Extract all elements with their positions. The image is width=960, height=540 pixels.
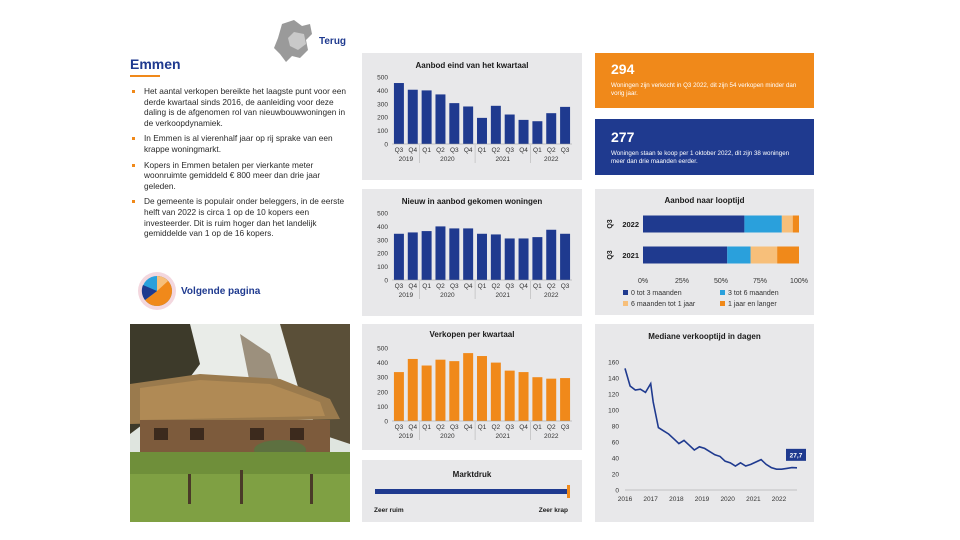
- y-tick-label: 400: [377, 360, 388, 368]
- y-tick-label: 200: [377, 114, 388, 122]
- year-label: 2019: [398, 292, 414, 299]
- bar: [422, 231, 432, 280]
- x-tick-label: Q3: [394, 147, 404, 154]
- x-tick-label: Q1: [533, 147, 542, 154]
- y-tick-label: 20: [611, 471, 619, 479]
- bar: [394, 83, 404, 144]
- bar: [422, 90, 432, 144]
- region-map-icon[interactable]: [272, 18, 316, 64]
- year-label: 2022: [543, 156, 559, 163]
- x-tick-label: Q2: [491, 283, 501, 290]
- x-tick-label: Q3: [505, 283, 515, 290]
- y-tick-label: 300: [377, 237, 388, 245]
- x-tick-label: 2021: [746, 496, 761, 503]
- stacked-segment: [782, 216, 793, 233]
- gauge-min-label: Zeer ruim: [374, 507, 404, 514]
- x-tick-label: Q1: [477, 147, 487, 154]
- panel-looptijd: [595, 189, 814, 315]
- bar: [532, 237, 542, 280]
- bar: [435, 226, 445, 280]
- bar: [394, 234, 404, 280]
- group-label: Q3: [607, 219, 614, 229]
- x-tick-label: 100%: [790, 278, 808, 285]
- x-tick-label: 75%: [752, 278, 768, 285]
- y-tick-label: 100: [608, 407, 619, 415]
- title-underline: [130, 75, 160, 77]
- x-tick-label: 2019: [694, 496, 710, 503]
- chart-verkopen: [362, 324, 582, 450]
- x-tick-label: 50%: [713, 278, 729, 285]
- bar: [560, 234, 570, 280]
- x-tick-label: Q3: [394, 283, 404, 290]
- x-tick-label: Q2: [491, 424, 501, 431]
- kpi-text: Woningen zijn verkocht in Q3 2022, dit zijn 54 verkopen minder dan vorig jaar.: [611, 82, 797, 97]
- x-tick-label: Q4: [408, 424, 418, 431]
- x-tick-label: Q3: [505, 147, 515, 154]
- y-tick-label: 400: [377, 223, 388, 231]
- bar: [463, 106, 473, 144]
- bar: [449, 103, 459, 144]
- x-tick-label: 0%: [637, 278, 649, 285]
- x-tick-label: Q4: [408, 147, 418, 154]
- stacked-segment: [793, 216, 799, 233]
- bar: [491, 106, 501, 144]
- gauge-max-label: Zeer krap: [538, 507, 568, 514]
- bar: [505, 371, 515, 421]
- next-page-link[interactable]: Volgende pagina: [181, 286, 261, 297]
- next-page-pie-icon[interactable]: [137, 271, 177, 311]
- x-tick-label: Q3: [560, 147, 570, 154]
- x-tick-label: Q1: [422, 283, 431, 290]
- year-label: 2021: [495, 292, 511, 299]
- x-tick-label: Q2: [546, 283, 556, 290]
- x-tick-label: Q1: [533, 424, 542, 431]
- chart-title: Nieuw in aanbod gekomen woningen: [401, 197, 543, 206]
- stacked-segment: [744, 216, 781, 233]
- x-tick-label: Q3: [505, 424, 515, 431]
- y-tick-label: 500: [377, 210, 388, 218]
- bar: [477, 118, 487, 144]
- y-tick-label: 0: [615, 487, 619, 495]
- group-label: Q3: [607, 250, 614, 260]
- x-tick-label: 2016: [617, 496, 633, 503]
- x-tick-label: Q3: [449, 424, 459, 431]
- summary-item: De gemeente is populair onder beleggers, in de eerste helft van 2022 is circa 1 op de 10 kopers een investeerder. Dit is ruim hoger dan het landelijk gemiddelde van 1 op de 16 kopers.: [130, 196, 352, 238]
- y-tick-label: 0: [384, 141, 388, 149]
- x-tick-label: Q4: [463, 424, 473, 431]
- y-tick-label: 500: [377, 74, 388, 82]
- x-tick-label: 2018: [669, 496, 684, 503]
- year-label: 2019: [398, 156, 414, 163]
- bar: [408, 232, 418, 280]
- y-tick-label: 160: [608, 359, 619, 367]
- last-value-label: 27,7: [789, 452, 803, 460]
- bar: [435, 94, 445, 144]
- y-tick-label: 200: [377, 250, 388, 258]
- year-label: 2019: [398, 433, 414, 440]
- bar: [560, 378, 570, 421]
- panel-marktdruk: [362, 460, 582, 522]
- bar: [546, 230, 556, 280]
- stacked-segment: [727, 247, 750, 264]
- stacked-segment: [643, 247, 727, 264]
- x-tick-label: Q2: [436, 424, 445, 431]
- bar: [505, 115, 515, 144]
- x-tick-label: Q2: [436, 147, 445, 154]
- y-tick-label: 100: [377, 128, 388, 136]
- chart-title: Marktdruk: [452, 470, 492, 479]
- bar: [463, 228, 473, 280]
- summary-item: In Emmen is al vierenhalf jaar op rij sprake van een krappe woningmarkt.: [130, 133, 352, 154]
- x-tick-label: Q4: [519, 424, 528, 431]
- x-tick-label: Q1: [422, 424, 431, 431]
- chart-title: Mediane verkooptijd in dagen: [648, 332, 761, 341]
- x-tick-label: Q3: [449, 147, 459, 154]
- summary-item: Het aantal verkopen bereikte het laagste punt voor een derde kwartaal sinds 2016, de aanleiding voor deze daling is de afgenomen rol van nieuwbouwwoningen in de verkoopdynamiek.: [130, 86, 352, 128]
- panel-aanbod: [362, 53, 582, 180]
- x-tick-label: Q1: [533, 283, 542, 290]
- bar: [477, 234, 487, 280]
- year-label: 2022: [543, 433, 559, 440]
- bar: [491, 234, 501, 280]
- legend-label: 3 tot 6 maanden: [728, 290, 779, 297]
- chart-nieuw-aanbod: [362, 189, 582, 316]
- panel-verkopen: [362, 324, 582, 450]
- legend-swatch: [720, 290, 725, 295]
- y-tick-label: 140: [608, 375, 619, 383]
- year-label: 2020: [440, 156, 455, 163]
- x-tick-label: 2020: [720, 496, 735, 503]
- year-label: 2021: [495, 156, 511, 163]
- year-label: 2021: [495, 433, 511, 440]
- chart-looptijd: [595, 189, 814, 315]
- x-tick-label: Q4: [519, 147, 528, 154]
- x-tick-label: 25%: [674, 278, 690, 285]
- bar: [449, 228, 459, 280]
- x-tick-label: 2022: [771, 496, 787, 503]
- bar: [546, 113, 556, 144]
- stacked-segment: [643, 216, 744, 233]
- summary-list: [130, 86, 352, 244]
- y-tick-label: 300: [377, 101, 388, 109]
- y-tick-label: 500: [377, 345, 388, 353]
- chart-title: Aanbod naar looptijd: [664, 196, 745, 205]
- page-title: Emmen: [130, 56, 181, 72]
- x-tick-label: 2017: [643, 496, 658, 503]
- bar: [477, 356, 487, 421]
- kpi-value: 294: [611, 61, 635, 77]
- x-tick-label: Q2: [546, 424, 556, 431]
- bar: [519, 372, 529, 421]
- x-tick-label: Q2: [546, 147, 556, 154]
- bar: [435, 360, 445, 421]
- bar: [449, 361, 459, 421]
- kpi-te-koop: [595, 119, 814, 175]
- y-tick-label: 0: [384, 277, 388, 285]
- x-tick-label: Q1: [477, 424, 487, 431]
- bar: [463, 353, 473, 421]
- y-tick-label: 100: [377, 403, 388, 411]
- bar: [546, 379, 556, 421]
- farmhouse-photo: [130, 324, 350, 522]
- x-tick-label: Q3: [449, 283, 459, 290]
- legend-swatch: [720, 301, 725, 306]
- y-tick-label: 200: [377, 389, 388, 397]
- bar: [532, 121, 542, 144]
- kpi-value: 277: [611, 129, 635, 145]
- y-tick-label: 40: [611, 455, 619, 463]
- series-line: [625, 368, 797, 469]
- bar: [505, 238, 515, 280]
- category-label: 2022: [622, 220, 639, 229]
- x-tick-label: Q1: [422, 147, 431, 154]
- bar: [519, 120, 529, 144]
- legend-swatch: [623, 301, 628, 306]
- panel-nieuw-aanbod: [362, 189, 582, 316]
- bar: [560, 107, 570, 144]
- stacked-segment: [751, 247, 778, 264]
- x-tick-label: Q3: [394, 424, 404, 431]
- x-tick-label: Q4: [463, 283, 473, 290]
- x-tick-label: Q4: [463, 147, 473, 154]
- category-label: 2021: [622, 251, 639, 260]
- y-tick-label: 60: [611, 439, 619, 447]
- x-tick-label: Q2: [491, 147, 501, 154]
- kpi-text: Woningen staan te koop per 1 oktober 2022, dit zijn 38 woningen meer dan drie maanden eerder.: [611, 150, 790, 165]
- x-tick-label: Q3: [560, 283, 570, 290]
- legend-swatch: [623, 290, 628, 295]
- y-tick-label: 120: [608, 391, 619, 399]
- legend-label: 0 tot 3 maanden: [631, 290, 682, 297]
- x-tick-label: Q1: [477, 283, 487, 290]
- back-link[interactable]: Terug: [319, 36, 347, 47]
- stacked-segment: [777, 247, 799, 264]
- x-tick-label: Q3: [560, 424, 570, 431]
- bar: [408, 359, 418, 421]
- bar: [532, 377, 542, 421]
- chart-title: Verkopen per kwartaal: [429, 330, 515, 339]
- x-tick-label: Q4: [519, 283, 528, 290]
- gauge-marker: [567, 485, 570, 498]
- bar: [394, 372, 404, 421]
- summary-item: Kopers in Emmen betalen per vierkante meter woonruimte gemiddeld € 800 meer dan drie jaar geleden.: [130, 160, 352, 192]
- x-tick-label: Q4: [408, 283, 418, 290]
- year-label: 2020: [440, 292, 455, 299]
- panel-verkooptijd: [595, 324, 814, 522]
- x-tick-label: Q2: [436, 283, 445, 290]
- bar: [422, 366, 432, 421]
- legend-label: 1 jaar en langer: [728, 301, 777, 308]
- y-tick-label: 80: [611, 423, 619, 431]
- y-tick-label: 300: [377, 374, 388, 382]
- y-tick-label: 0: [384, 418, 388, 426]
- kpi-verkocht: [595, 53, 814, 108]
- chart-title: Aanbod eind van het kwartaal: [415, 61, 529, 70]
- gauge-track: [375, 489, 569, 494]
- bar: [491, 363, 501, 421]
- bar: [408, 90, 418, 144]
- legend-label: 6 maanden tot 1 jaar: [631, 301, 696, 308]
- chart-verkooptijd: [595, 324, 814, 522]
- y-tick-label: 400: [377, 87, 388, 95]
- year-label: 2020: [440, 433, 455, 440]
- y-tick-label: 100: [377, 264, 388, 272]
- chart-aanbod: [362, 53, 582, 180]
- bar: [519, 238, 529, 280]
- year-label: 2022: [543, 292, 559, 299]
